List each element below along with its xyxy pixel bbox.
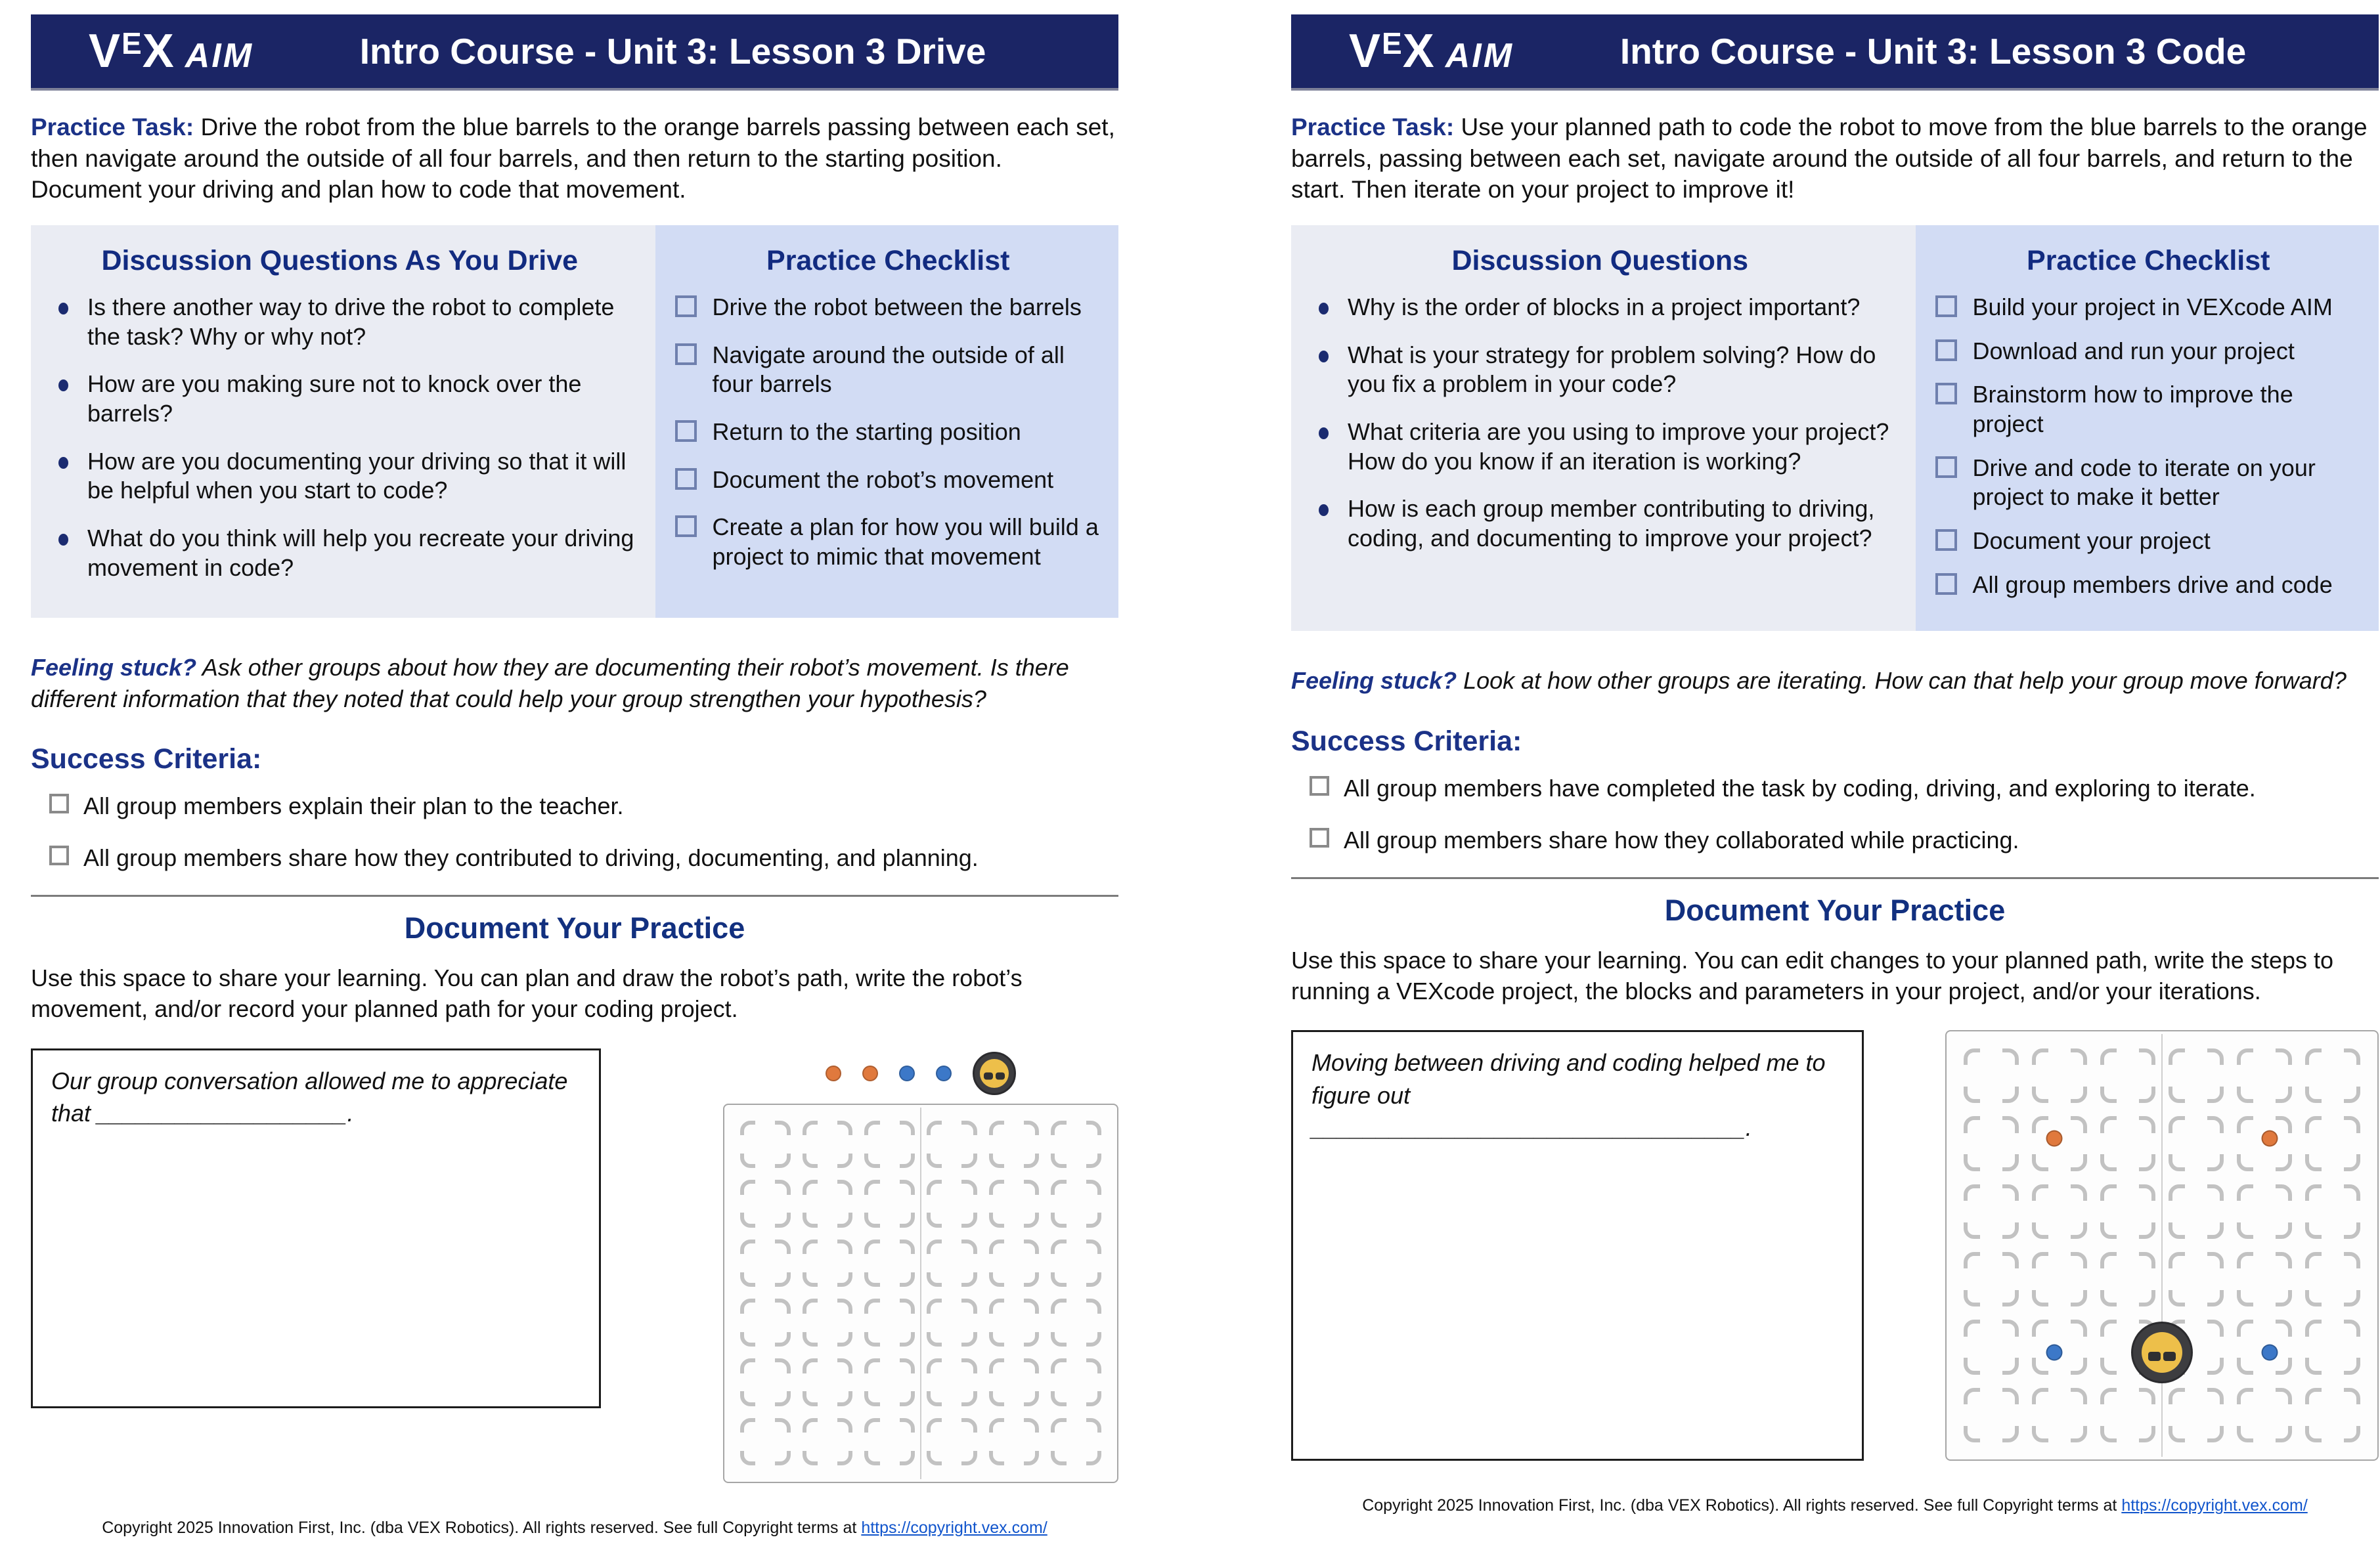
success-criteria-section: [31, 743, 1118, 873]
field-tile-cell: [2169, 1048, 2224, 1103]
discussion-questions-title: Discussion Questions As You Drive: [101, 245, 579, 277]
checklist-item-label: Document your project: [1972, 527, 2211, 554]
orange-barrel-icon: [2262, 1130, 2278, 1146]
worksheet-page-drive: [31, 14, 1118, 1554]
worksheet-page-code: [1291, 14, 2379, 1532]
checkbox[interactable]: [675, 343, 697, 365]
practice-task-text: Drive the robot from the blue barrels to the orange barrels passing between each set, then navigate around the outside of all four barrels, and then return to the starting position. Document your driving and plan how to code that movement.: [31, 114, 1115, 204]
checkbox[interactable]: [1935, 339, 1957, 361]
field-tile-cell: [927, 1418, 977, 1466]
field-tile-cell: [740, 1299, 791, 1347]
checkbox[interactable]: [1935, 456, 1957, 478]
checklist-item-label: Build your project in VEXcode AIM: [1972, 293, 2333, 321]
checkbox[interactable]: [675, 295, 697, 317]
document-practice-text: Use this space to share your learning. You can edit changes to your planned path, write the steps to running a VEXcode project, the blocks and parameters in your project, and/or your iterations.: [1291, 946, 2334, 1004]
discussion-question: How is each group member contributing to driving, coding, and documenting to improve your project?: [1302, 494, 1899, 553]
field-tile-cell: [2100, 1184, 2155, 1239]
field-tile-cell: [2100, 1048, 2155, 1103]
copyright-text: Copyright 2025 Innovation First, Inc. (dba VEX Robotics). All rights reserved. See full Copyright terms at: [102, 1518, 862, 1537]
practice-checklist-title: Practice Checklist: [2027, 245, 2270, 277]
success-criteria-label: All group members share how they contributed to driving, documenting, and planning.: [83, 844, 979, 872]
logo-aim: AIM: [185, 37, 254, 75]
success-criteria-label: All group members explain their plan to the teacher.: [83, 792, 624, 820]
checklist-item-label: Download and run your project: [1972, 337, 2295, 364]
field-tile-cell: [740, 1240, 791, 1287]
field-tile-cell: [2169, 1184, 2224, 1239]
workspace-row: [31, 1048, 1118, 1483]
field-tile-cell: [864, 1299, 915, 1347]
field-tile-cell: [989, 1418, 1040, 1466]
section-divider: [31, 895, 1118, 897]
field-tile-cell: [1964, 1388, 2019, 1442]
field-tile-cell: [803, 1299, 853, 1347]
tile-seam: [920, 1108, 921, 1479]
checklist-item: [1935, 571, 2362, 600]
field-tile-cell: [989, 1180, 1040, 1228]
field-tile-cell: [864, 1240, 915, 1287]
robot-eye: [2148, 1352, 2161, 1361]
checklist-item: [675, 513, 1101, 571]
feeling-stuck-text: Ask other groups about how they are documenting their robot’s movement. Is there different information that they noted that could help your group strengthen your hypothesis?: [31, 654, 1069, 712]
checkbox[interactable]: [1935, 573, 1957, 595]
checkbox[interactable]: [675, 515, 697, 537]
discussion-questions-list: [41, 293, 638, 582]
field-tile-cell: [2237, 1252, 2292, 1306]
field-tile-cell: [740, 1358, 791, 1406]
blue-barrel-icon: [899, 1066, 915, 1081]
field-tile-cell: [864, 1418, 915, 1466]
vex-aim-logo: [1349, 24, 1514, 78]
field-tile-cell: [2305, 1388, 2360, 1442]
field-tile-cell: [1964, 1252, 2019, 1306]
logo-letter-x: X: [1402, 25, 1435, 77]
feeling-stuck-note: [31, 652, 1118, 714]
page-title: Intro Course - Unit 3: Lesson 3 Code: [1620, 31, 2247, 72]
checklist-item: [675, 293, 1101, 322]
field-tile-cell: [927, 1299, 977, 1347]
practice-checklist-title: Practice Checklist: [766, 245, 1010, 277]
checklist-item-label: Navigate around the outside of all four barrels: [712, 341, 1065, 398]
field-tile-cell: [989, 1121, 1040, 1169]
robot-eye: [996, 1072, 1005, 1079]
field-tile-cell: [2100, 1116, 2155, 1171]
reflection-writebox[interactable]: [1291, 1030, 1864, 1461]
orange-barrel-icon: [2046, 1130, 2063, 1146]
copyright-text: Copyright 2025 Innovation First, Inc. (dba VEX Robotics). All rights reserved. See full Copyright terms at: [1362, 1496, 2122, 1515]
copyright-footer: [31, 1519, 1118, 1538]
checkbox[interactable]: [1935, 529, 1957, 551]
checklist-item: [1935, 380, 2362, 439]
field-tile-cell: [2032, 1048, 2087, 1103]
field-tile-cell: [1051, 1418, 1101, 1466]
logo-letter-v: V: [1349, 25, 1382, 77]
practice-task: [1291, 112, 2379, 205]
checkbox[interactable]: [675, 420, 697, 442]
reflection-writebox[interactable]: [31, 1048, 601, 1408]
vex-aim-robot-icon: [973, 1052, 1016, 1095]
blue-barrel-icon: [936, 1066, 952, 1081]
question-checklist-panel: [31, 225, 1118, 618]
field-tile-cell: [864, 1358, 915, 1406]
robot-eyes: [2148, 1352, 2176, 1361]
field-tile-cell: [803, 1121, 853, 1169]
checkbox[interactable]: [1935, 383, 1957, 404]
field-tile-cell: [927, 1180, 977, 1228]
practice-checklist-box: [655, 225, 1118, 618]
field-tile-cell: [2237, 1048, 2292, 1103]
discussion-question: Why is the order of blocks in a project important?: [1302, 293, 1899, 322]
checkbox[interactable]: [1935, 295, 1957, 317]
logo-letter-v: V: [89, 25, 121, 77]
blue-barrel-icon: [2262, 1344, 2278, 1360]
checkbox[interactable]: [1310, 828, 1329, 848]
success-criteria-label: All group members share how they collaborated while practicing.: [1344, 826, 2019, 853]
practice-checklist-box: [1916, 225, 2379, 631]
field-tile-cell: [864, 1180, 915, 1228]
discussion-questions-box: [1291, 225, 1916, 631]
checklist-item-label: All group members drive and code: [1972, 571, 2333, 598]
copyright-link[interactable]: https://copyright.vex.com/: [861, 1518, 1047, 1537]
orange-barrel-icon: [826, 1066, 841, 1081]
field-tile-cell: [2305, 1116, 2360, 1171]
field-tile-grid: [1945, 1030, 2379, 1461]
checkbox[interactable]: [49, 794, 69, 813]
discussion-questions-box: [31, 225, 655, 618]
practice-task-label: Practice Task:: [31, 114, 194, 140]
question-checklist-panel: [1291, 225, 2379, 631]
feeling-stuck-label: Feeling stuck?: [31, 654, 197, 681]
success-criteria-section: [1291, 725, 2379, 855]
checklist-item: [1935, 337, 2362, 366]
field-tile-cell: [1051, 1121, 1101, 1169]
field-diagram: [723, 1048, 1118, 1483]
robot-eye: [984, 1072, 993, 1079]
field-tile-cell: [1964, 1048, 2019, 1103]
logo-letter-e: E: [121, 26, 142, 60]
checklist-item-label: Drive the robot between the barrels: [712, 293, 1082, 321]
document-practice-title: Document Your Practice: [1664, 893, 2006, 927]
checklist-item-label: Create a plan for how you will build a project to mimic that movement: [712, 513, 1099, 570]
workspace-row: [1291, 1030, 2379, 1461]
field-tile-cell: [2032, 1184, 2087, 1239]
practice-task-text: Use your planned path to code the robot to move from the blue barrels to the orange barrels, passing between each set, navigate around the outside of all four barrels, and return to the start. Then iterate on your project to improve it!: [1291, 114, 2368, 204]
checkbox[interactable]: [49, 846, 69, 865]
document-practice-section: [1291, 894, 2379, 1006]
checklist-item: [1935, 454, 2362, 512]
logo-letter-e: E: [1382, 26, 1402, 60]
field-tile-cell: [803, 1180, 853, 1228]
field-tile-cell: [927, 1240, 977, 1287]
discussion-questions-list: [1302, 293, 1899, 553]
field-tile-cell: [1051, 1240, 1101, 1287]
feeling-stuck-text: Look at how other groups are iterating. How can that help your group move forward?: [1463, 667, 2347, 695]
field-tile-cell: [1964, 1320, 2019, 1374]
logo-aim: AIM: [1445, 37, 1514, 75]
success-criteria-title: Success Criteria:: [31, 743, 262, 775]
field-tile-cell: [803, 1418, 853, 1466]
feeling-stuck-note: [1291, 665, 2379, 697]
field-tile-cell: [2169, 1116, 2224, 1171]
field-tile-cell: [989, 1240, 1040, 1287]
discussion-question: What do you think will help you recreate your driving movement in code?: [41, 524, 638, 582]
field-tile-cell: [989, 1358, 1040, 1406]
vex-aim-robot-icon: [2131, 1322, 2193, 1383]
vex-aim-logo: [89, 24, 253, 78]
field-tile-cell: [2305, 1048, 2360, 1103]
document-practice-text: Use this space to share your learning. You can plan and draw the robot’s path, write the robot’s movement, and/or record your planned path for your coding project.: [31, 964, 1023, 1023]
success-criteria-item: [1310, 825, 2379, 855]
field-tile-cell: [2032, 1252, 2087, 1306]
field-tile-cell: [740, 1121, 791, 1169]
copyright-footer: [1291, 1496, 2379, 1515]
success-criteria-item: [49, 843, 1118, 873]
robot-eye: [2163, 1352, 2176, 1361]
checkbox[interactable]: [1310, 776, 1329, 796]
discussion-question: Is there another way to drive the robot to complete the task? Why or why not?: [41, 293, 638, 351]
field-tile-cell: [803, 1240, 853, 1287]
reflection-prompt: Our group conversation allowed me to appreciate that ___________________.: [51, 1067, 568, 1127]
field-tile-cell: [1051, 1299, 1101, 1347]
checklist-item: [675, 341, 1101, 399]
discussion-question: How are you making sure not to knock over the barrels?: [41, 370, 638, 428]
practice-task: [31, 112, 1118, 205]
field-tile-cell: [2237, 1184, 2292, 1239]
field-tile-cell: [2169, 1252, 2224, 1306]
field-tile-grid: [723, 1104, 1118, 1483]
discussion-questions-title: Discussion Questions: [1451, 245, 1749, 277]
practice-task-label: Practice Task:: [1291, 114, 1455, 140]
orange-barrel-icon: [862, 1066, 878, 1081]
header-bar: [31, 14, 1118, 88]
field-tile-cell: [2032, 1388, 2087, 1442]
field-tile-cell: [2100, 1252, 2155, 1306]
success-criteria-title: Success Criteria:: [1291, 725, 1522, 757]
checklist-item-label: Document the robot’s movement: [712, 465, 1054, 493]
field-tile-cell: [1051, 1180, 1101, 1228]
checklist-item: [675, 465, 1101, 495]
field-tile-cell: [803, 1358, 853, 1406]
checklist-item-label: Brainstorm how to improve the project: [1972, 381, 2293, 438]
field-tile-cell: [2305, 1252, 2360, 1306]
discussion-question: What criteria are you using to improve your project? How do you know if an iteration is working?: [1302, 418, 1899, 476]
field-tile-cell: [2237, 1388, 2292, 1442]
checkbox[interactable]: [675, 468, 697, 490]
page-title: Intro Course - Unit 3: Lesson 3 Drive: [359, 31, 986, 72]
checklist-item: [1935, 527, 2362, 556]
field-tile-cell: [2305, 1184, 2360, 1239]
field-tile-cell: [1051, 1358, 1101, 1406]
document-practice-title: Document Your Practice: [404, 911, 745, 945]
reflection-prompt: Moving between driving and coding helped me to figure out _________________________________.: [1311, 1048, 1826, 1142]
field-tile-cell: [927, 1121, 977, 1169]
field-tile-cell: [2100, 1388, 2155, 1442]
barrel-legend-row: [723, 1048, 1118, 1098]
document-practice-section: [31, 911, 1118, 1024]
success-criteria-label: All group members have completed the task by coding, driving, and exploring to iterate.: [1344, 774, 2256, 802]
copyright-link[interactable]: https://copyright.vex.com/: [2121, 1496, 2308, 1515]
checklist-item-label: Return to the starting position: [712, 418, 1021, 446]
field-tile-cell: [740, 1180, 791, 1228]
field-tile-cell: [989, 1299, 1040, 1347]
checklist-item: [675, 418, 1101, 447]
field-tile-cell: [1964, 1184, 2019, 1239]
tile-seam: [2161, 1034, 2163, 1457]
logo-letter-x: X: [142, 25, 175, 77]
robot-eyes: [984, 1072, 1005, 1079]
checklist-item: [1935, 293, 2362, 322]
field-tile-cell: [2305, 1320, 2360, 1374]
discussion-question: How are you documenting your driving so that it will be helpful when you start to code?: [41, 447, 638, 506]
success-criteria-item: [1310, 773, 2379, 803]
success-criteria-item: [49, 791, 1118, 821]
feeling-stuck-label: Feeling stuck?: [1291, 667, 1457, 695]
field-diagram: [1945, 1030, 2379, 1461]
field-tile-cell: [740, 1418, 791, 1466]
checklist-item-label: Drive and code to iterate on your project to make it better: [1972, 454, 2316, 511]
field-tile-cell: [1964, 1116, 2019, 1171]
blue-barrel-icon: [2046, 1344, 2063, 1360]
field-tile-cell: [927, 1358, 977, 1406]
discussion-question: What is your strategy for problem solving? How do you fix a problem in your code?: [1302, 341, 1899, 399]
field-tile-cell: [864, 1121, 915, 1169]
header-bar: [1291, 14, 2379, 88]
section-divider: [1291, 877, 2379, 879]
field-tile-cell: [2169, 1388, 2224, 1442]
